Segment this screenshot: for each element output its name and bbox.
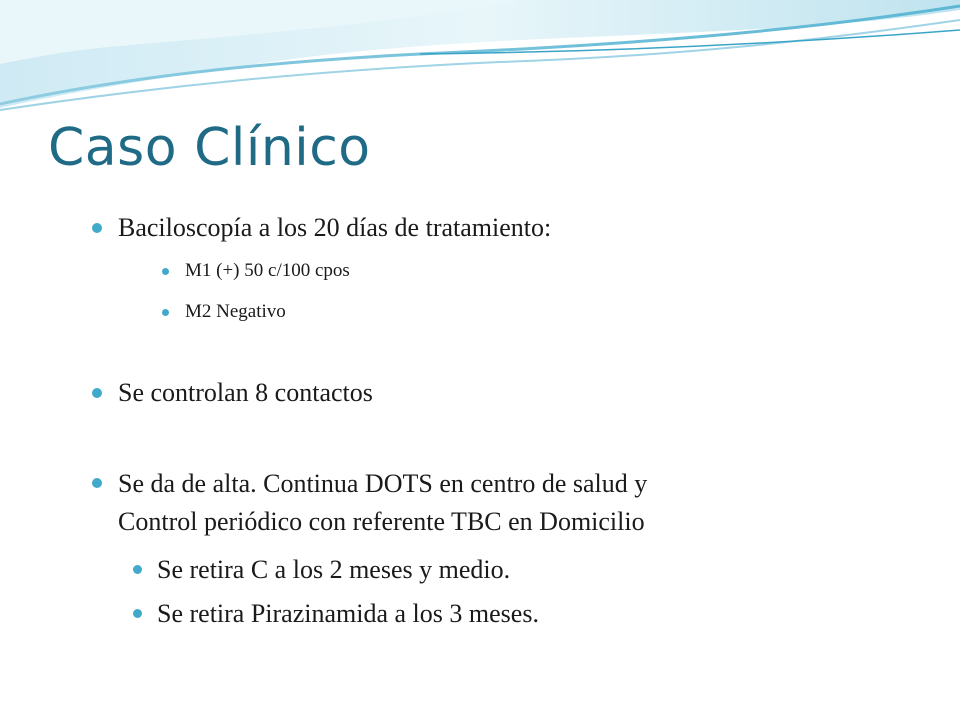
sub-bullet-dot (133, 609, 142, 618)
sub-bullet-text: M2 Negativo (185, 301, 286, 322)
sub-bullet-dot (162, 309, 169, 316)
bullet-dot (92, 388, 102, 398)
sub-bullet-text: M1 (+) 50 c/100 cpos (185, 260, 350, 281)
bullet-dot (92, 478, 102, 488)
bullet-text: Se da de alta. Continua DOTS en centro de salud y (118, 469, 648, 498)
sub-bullet-dot (133, 565, 142, 574)
bullet-text: Se controlan 8 contactos (118, 378, 373, 407)
bullet-dot (92, 223, 102, 233)
bullet-text: Baciloscopía a los 20 días de tratamiento: (118, 213, 552, 242)
sub-bullet-text: Se retira C a los 2 meses y medio. (157, 555, 511, 584)
header-wave-decoration (0, 0, 960, 120)
bullet-text-continued: Control periódico con referente TBC en Domicilio (118, 507, 645, 536)
sub-bullet-text: Se retira Pirazinamida a los 3 meses. (157, 599, 539, 628)
sub-bullet-dot (162, 268, 169, 275)
slide-title: Caso Clínico (48, 118, 371, 178)
